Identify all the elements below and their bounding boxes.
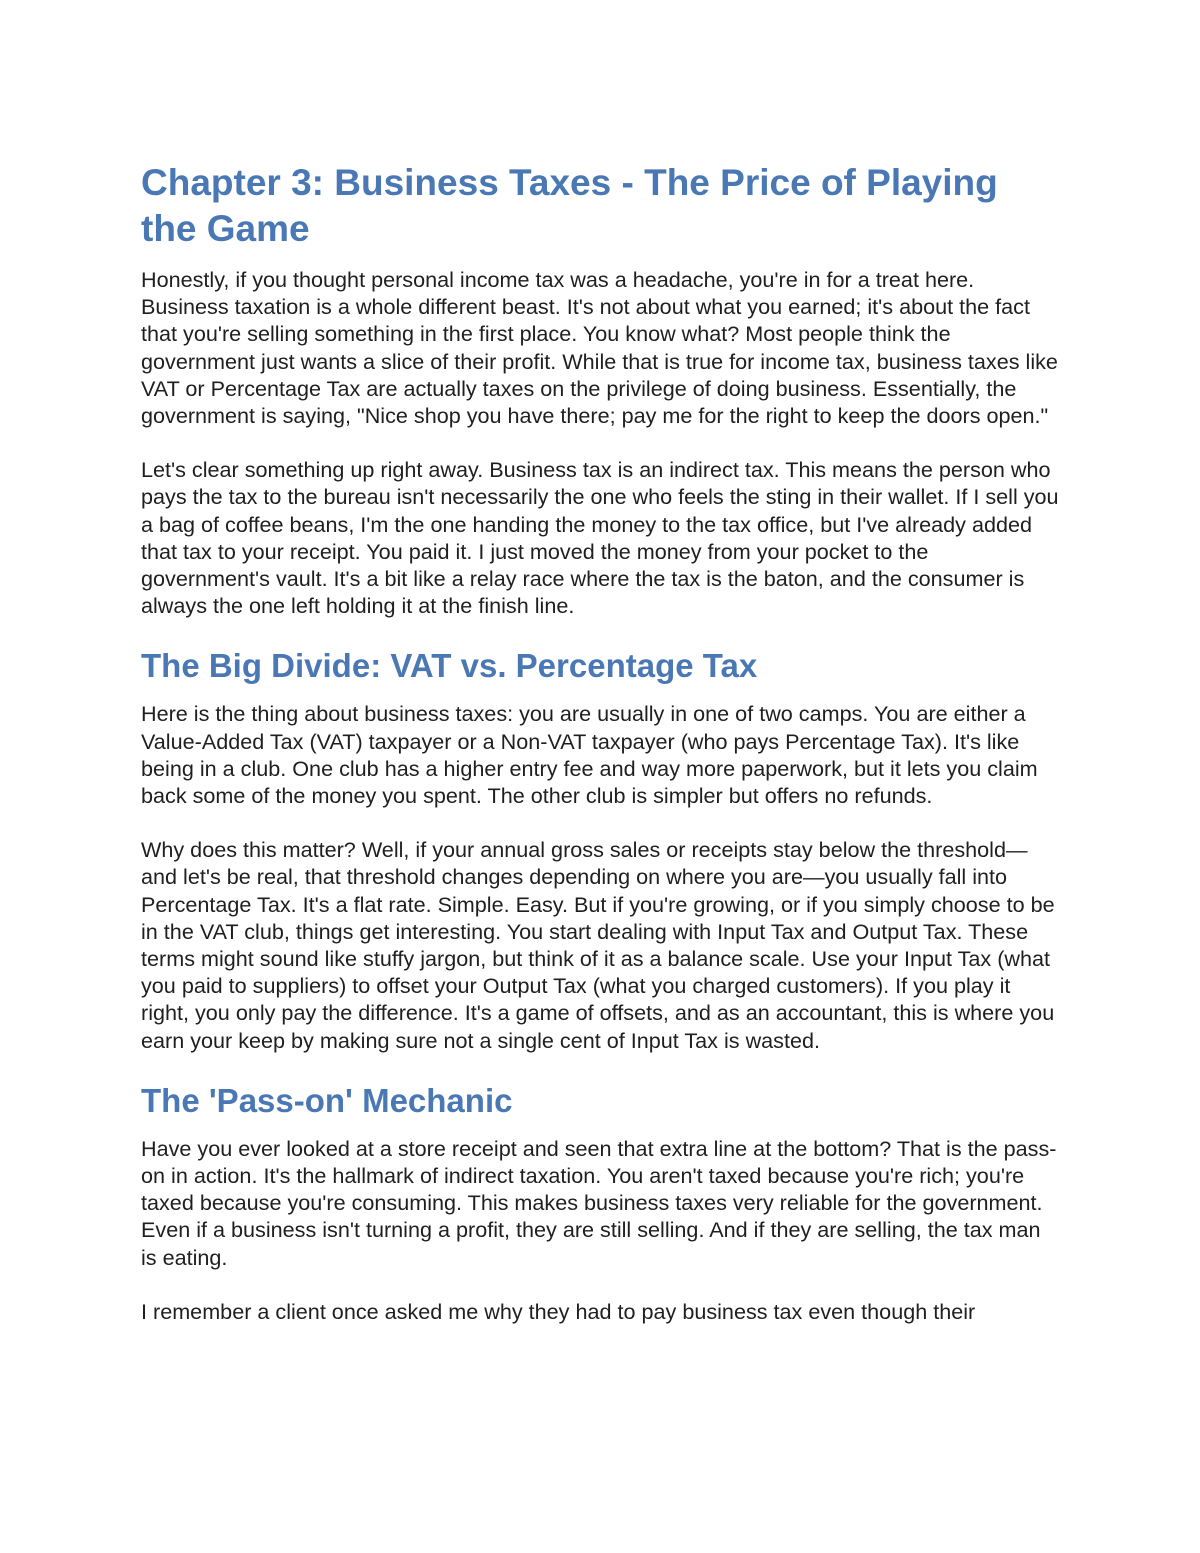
intro-paragraph-1: Honestly, if you thought personal income tax was a headache, you're in for a treat here. Business taxation is a whole different beast. It's not about what you earned; it's about the fact that you're selling something in the first place. You know what? Most people think the government just wants a slice of their profit. While that is true for income tax, business taxes like VAT or Percentage Tax are actually taxes on the privilege of doing business. Essentially, the government is saying, "Nice shop you have there; pay me for the right to keep the doors open."	[141, 267, 1058, 429]
section-1-paragraph-2: Why does this matter? Well, if your annual gross sales or receipts stay below the threshold—and let's be real, that threshold changes depending on where you are—you usually fall into Percentage Tax. It's a flat rate. Simple. Easy. But if you're growing, or if you simply choose to be in the VAT club, things get interesting. You start dealing with Input Tax and Output Tax. These terms might sound like stuffy jargon, but think of it as a balance scale. Use your Input Tax (what you paid to suppliers) to offset your Output Tax (what you charged customers). If you play it right, you only pay the difference. It's a game of offsets, and as an accountant, this is where you earn your keep by making sure not a single cent of Input Tax is wasted.	[141, 837, 1055, 1053]
section-heading-vat-vs-percentage: The Big Divide: VAT vs. Percentage Tax	[141, 647, 758, 685]
intro-paragraph-2: Let's clear something up right away. Business tax is an indirect tax. This means the person who pays the tax to the bureau isn't necessarily the one who feels the sting in their wallet. If I sell you a bag of coffee beans, I'm the one handing the money to the tax office, but I've already added that tax to your receipt. You paid it. I just moved the money from your pocket to the government's vault. It's a bit like a relay race where the tax is the baton, and the consumer is always the one left holding it at the finish line.	[141, 457, 1059, 619]
document-page	[141, 160, 1059, 1325]
section-2-paragraph-2: I remember a client once asked me why they had to pay business tax even though their	[141, 1298, 976, 1324]
chapter-title: Chapter 3: Business Taxes - The Price of Playing the Game	[141, 162, 998, 249]
section-2-paragraph-1: Have you ever looked at a store receipt and seen that extra line at the bottom? That is the pass-on in action. It's the hallmark of indirect taxation. You aren't taxed because you're rich; you're taxed because you're consuming. This makes business taxes very reliable for the government. Even if a business isn't turning a profit, they are still selling. And if they are selling, the tax man is eating.	[141, 1135, 1057, 1270]
section-1-paragraph-1: Here is the thing about business taxes: you are usually in one of two camps. You are either a Value-Added Tax (VAT) taxpayer or a Non-VAT taxpayer (who pays Percentage Tax). It's like being in a club. One club has a higher entry fee and way more paperwork, but it lets you claim back some of the money you spent. The other club is simpler but offers no refunds.	[141, 701, 1038, 809]
section-heading-pass-on: The 'Pass-on' Mechanic	[141, 1081, 513, 1119]
